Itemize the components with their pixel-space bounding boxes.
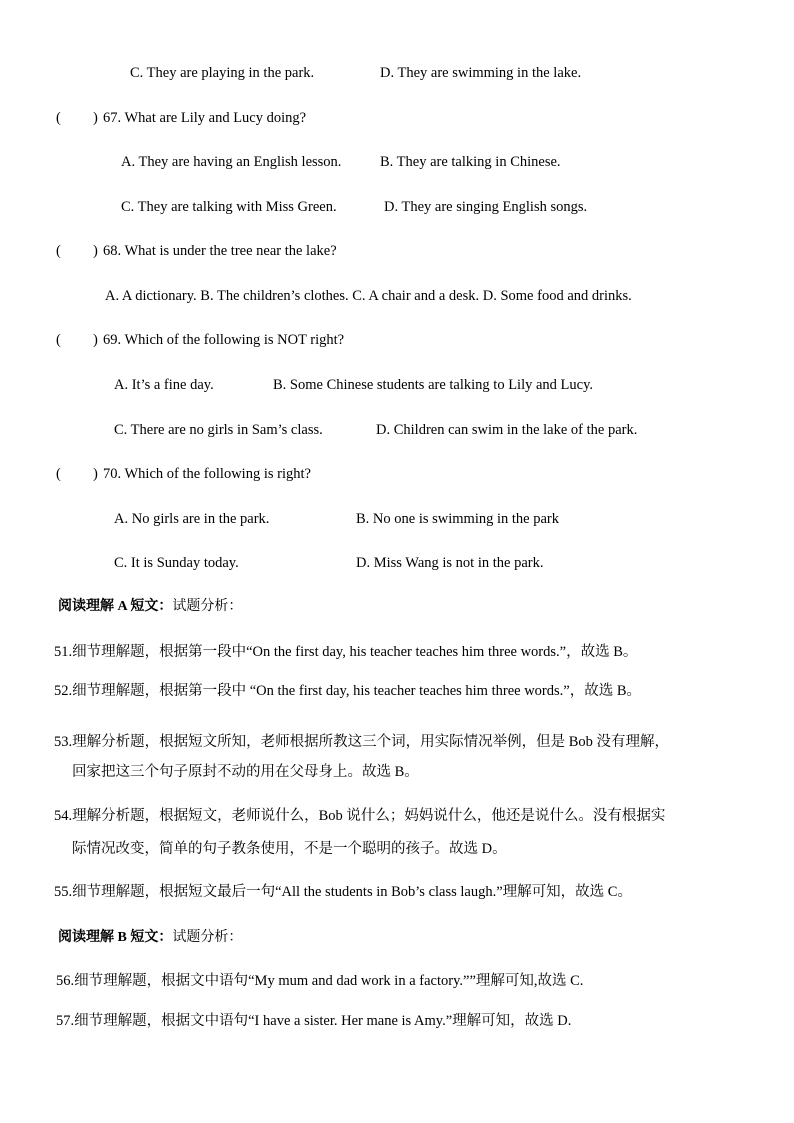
q67-option-a: A. They are having an English lesson. [121, 154, 342, 170]
section-b-heading-rest: 试题分析： [172, 930, 243, 945]
q68-answer-paren-close: ) [93, 243, 98, 259]
answer-57: 57.细节理解题，根据文中语句“I have a sister. Her mane is Amy.”理解可知，故选 D. [56, 1013, 572, 1029]
section-a-heading-bold: 阅读理解 A 短文： [58, 599, 173, 614]
q67-question: 67. What are Lily and Lucy doing? [103, 110, 307, 126]
q69-option-d: D. Children can swim in the lake of the park. [376, 422, 638, 438]
section-a-heading [58, 598, 242, 616]
q67-option-d: D. They are singing English songs. [384, 199, 588, 215]
q70-answer-paren-open: ( [56, 466, 61, 482]
q70-option-c: C. It is Sunday today. [114, 555, 239, 571]
answer-51: 51.细节理解题，根据第一段中“On the first day, his teacher teaches him three words.”，故选 B。 [54, 644, 638, 660]
section-a-heading-rest: 试题分析： [172, 599, 243, 614]
q67-answer-paren-close: ) [93, 110, 98, 126]
q67-answer-paren-open: ( [56, 110, 61, 126]
answer-54-line2: 际情况改变，简单的句子教条使用，不是一个聪明的孩子。故选 D。 [72, 841, 507, 857]
q67-option-b: B. They are talking in Chinese. [380, 154, 561, 170]
q70-question: 70. Which of the following is right? [103, 466, 311, 482]
q69-question: 69. Which of the following is NOT right? [103, 332, 345, 348]
q67-option-c: C. They are talking with Miss Green. [121, 199, 337, 215]
q69-option-a: A. It’s a fine day. [114, 377, 214, 393]
q70-option-d: D. Miss Wang is not in the park. [356, 555, 544, 571]
q68-question: 68. What is under the tree near the lake? [103, 243, 337, 259]
q69-option-b: B. Some Chinese students are talking to Lily and Lucy. [273, 377, 594, 393]
answer-52: 52.细节理解题，根据第一段中 “On the first day, his teacher teaches him three words.”，故选 B。 [54, 683, 641, 699]
q66-option-c: C. They are playing in the park. [130, 65, 315, 81]
section-b-heading [58, 929, 242, 947]
answer-53-line1: 53.理解分析题，根据短文所知，老师根据所教这三个词，用实际情况举例，但是 Bob 没有理解， [54, 734, 670, 750]
q70-answer-paren-close: ) [93, 466, 98, 482]
answer-55: 55.细节理解题，根据短文最后一句“All the students in Bob’s class laugh.”理解可知，故选 C。 [54, 884, 632, 900]
q68-answer-paren-open: ( [56, 243, 61, 259]
q69-answer-paren-close: ) [93, 332, 98, 348]
q68-options: A. A dictionary. B. The children’s clothes. C. A chair and a desk. D. Some food and drinks. [105, 288, 632, 304]
q69-answer-paren-open: ( [56, 332, 61, 348]
section-b-heading-bold: 阅读理解 B 短文： [58, 930, 173, 945]
answer-53-line2: 回家把这三个句子原封不动的用在父母身上。故选 B。 [72, 764, 419, 780]
answer-56: 56.细节理解题，根据文中语句“My mum and dad work in a factory.””理解可知,故选 C. [56, 973, 584, 989]
q69-option-c: C. There are no girls in Sam’s class. [114, 422, 323, 438]
q66-option-d: D. They are swimming in the lake. [380, 65, 582, 81]
q70-option-a: A. No girls are in the park. [114, 511, 270, 527]
q70-option-b: B. No one is swimming in the park [356, 511, 559, 527]
answer-54-line1: 54.理解分析题，根据短文，老师说什么，Bob 说什么；妈妈说什么，他还是说什么。没有根据实 [54, 808, 666, 824]
